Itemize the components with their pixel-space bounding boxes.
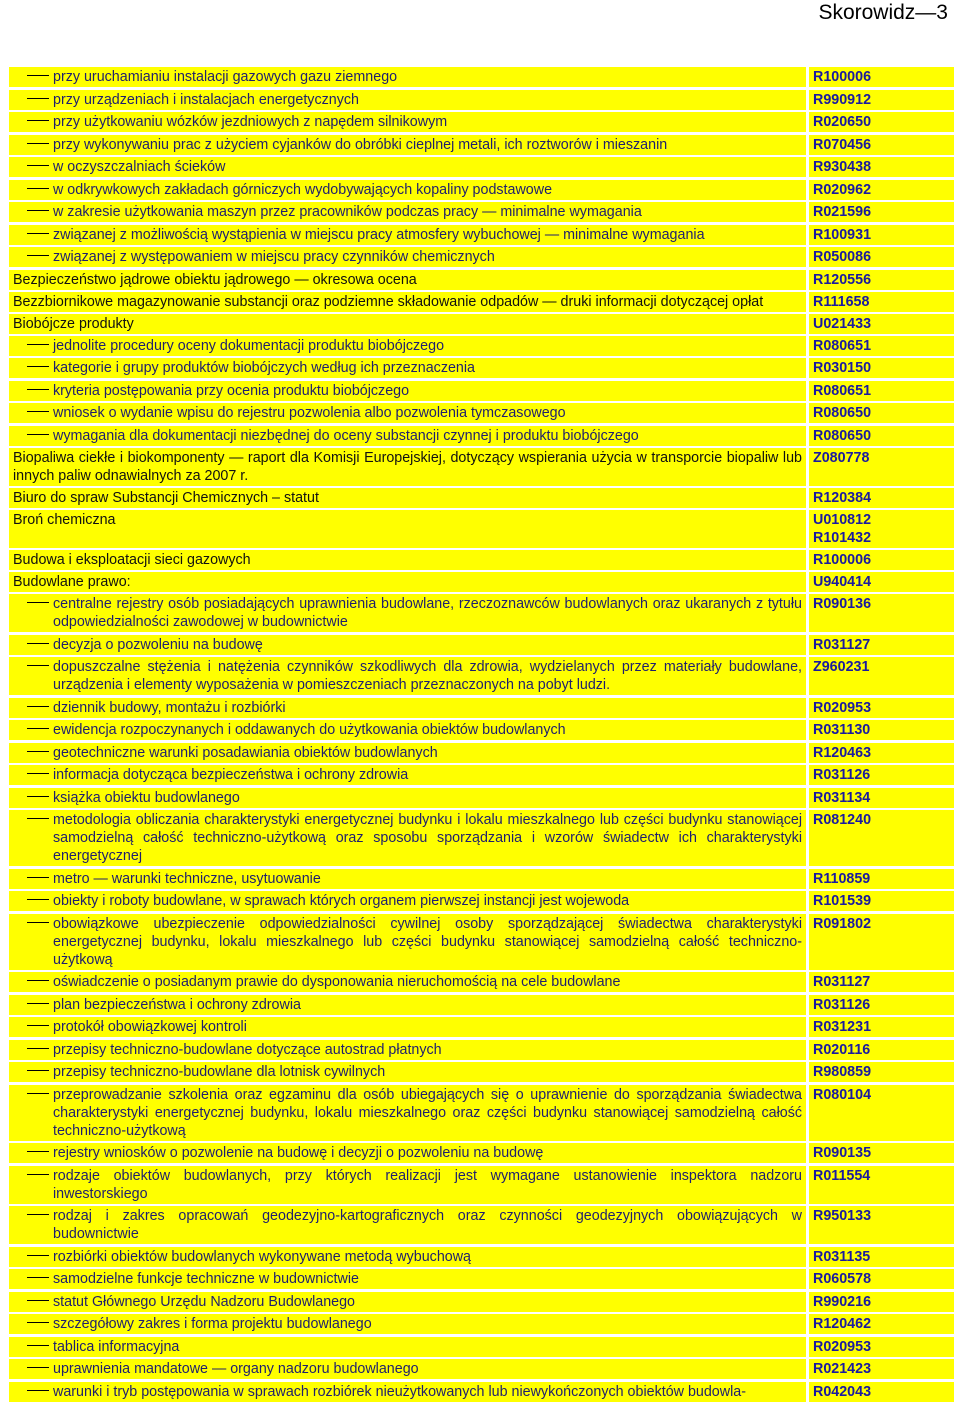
- index-row: [9, 891, 954, 911]
- document-code-cell: [809, 1040, 954, 1060]
- em-dash-marker: [27, 1345, 49, 1346]
- index-subentry: [9, 1382, 806, 1402]
- em-dash-marker: [27, 1277, 49, 1278]
- em-dash-marker: [27, 255, 49, 256]
- index-row: [9, 488, 954, 508]
- document-code-cell: [809, 135, 954, 155]
- em-dash-marker: [27, 143, 49, 144]
- index-subentry: [9, 914, 806, 970]
- document-code[interactable]: R031135: [813, 1248, 871, 1265]
- entry-text: w zakresie użytkowania maszyn przez pracowników podczas pracy — minimalne wymagania: [53, 204, 642, 220]
- index-row: [9, 202, 954, 222]
- index-subentry: [9, 720, 806, 740]
- index-subentry: [9, 157, 806, 177]
- entry-text: metro — warunki techniczne, usytuowanie: [53, 870, 321, 887]
- entry-text: statut Głównego Urzędu Nadzoru Budowlanego: [53, 1293, 356, 1310]
- index-entry: [9, 488, 806, 508]
- index-row: [9, 381, 954, 401]
- entry-text: plan bezpieczeństwa i ochrony zdrowia: [53, 996, 301, 1013]
- index-subentry: [9, 112, 806, 132]
- document-code-cell: [809, 788, 954, 808]
- index-subentry: [9, 788, 806, 808]
- index-subentry: [9, 67, 806, 87]
- document-code-cell: [809, 1017, 954, 1037]
- index-row: [9, 247, 954, 267]
- em-dash-marker: [27, 1048, 49, 1049]
- document-code-cell: [809, 336, 954, 356]
- document-code[interactable]: R031127: [813, 636, 871, 653]
- index-row: [9, 336, 954, 356]
- document-code[interactable]: U010812: [813, 512, 872, 528]
- document-code[interactable]: R111658: [813, 293, 870, 310]
- document-code[interactable]: R031127: [813, 974, 871, 990]
- index-subentry: [9, 135, 806, 155]
- entry-text: przy użytkowaniu wózków jezdniowych z napędem silnikowym: [53, 114, 448, 130]
- index-row: [9, 510, 954, 548]
- document-code[interactable]: R031231: [813, 1019, 872, 1035]
- entry-text: przepisy techniczno-budowlane dotyczące autostrad płatnych: [53, 1041, 442, 1058]
- entry-text: rejestry wniosków o pozwolenie na budowę i decyzji o pozwoleniu na budowę: [53, 1145, 544, 1161]
- index-row: [9, 358, 954, 378]
- em-dash-marker: [27, 233, 49, 234]
- index-row: [9, 635, 954, 655]
- em-dash-marker: [27, 1174, 49, 1175]
- document-code-cell: [809, 180, 954, 200]
- em-dash-marker: [27, 411, 49, 412]
- index-subentry: [9, 698, 806, 718]
- index-subentry: [9, 891, 806, 911]
- entry-text: rodzaje obiektów budowlanych, przy których realizacji jest wymagane ustanowienie inspektora nadzoru inwestorskiego: [53, 1167, 802, 1202]
- document-code[interactable]: R031126: [813, 767, 871, 783]
- document-code[interactable]: R020650: [813, 114, 872, 130]
- index-entry: [9, 448, 806, 486]
- index-subentry: [9, 1040, 806, 1060]
- document-code-cell: [809, 292, 954, 312]
- entry-text: decyzja o pozwoleniu na budowę: [53, 636, 263, 653]
- document-code[interactable]: R021423: [813, 1361, 872, 1377]
- index-row: [9, 1206, 954, 1244]
- document-code-cell: [809, 1206, 954, 1244]
- em-dash-marker: [27, 877, 49, 878]
- document-code[interactable]: R080104: [813, 1086, 872, 1103]
- index-subentry: [9, 1359, 806, 1379]
- entry-text: szczegółowy zakres i forma projektu budowlanego: [53, 1316, 372, 1332]
- document-code-cell: [809, 510, 954, 548]
- index-row: [9, 1017, 954, 1037]
- index-subentry: [9, 635, 806, 655]
- entry-text: rodzaj i zakres opracowań geodezyjno-kartograficznych oraz czynności geodezyjnych obowiązujących w budownictwie: [53, 1208, 802, 1242]
- index-row: [9, 1314, 954, 1334]
- document-code-cell: [809, 1292, 954, 1312]
- index-entry: [9, 550, 806, 570]
- em-dash-marker: [27, 706, 49, 707]
- em-dash-marker: [27, 120, 49, 121]
- index-row: [9, 1040, 954, 1060]
- index-subentry: [9, 657, 806, 695]
- em-dash-marker: [27, 366, 49, 367]
- document-code[interactable]: R120556: [813, 271, 872, 288]
- document-code[interactable]: R990216: [813, 1293, 872, 1310]
- index-subentry: [9, 403, 806, 423]
- index-row: [9, 914, 954, 970]
- document-code[interactable]: R101539: [813, 893, 872, 909]
- entry-text: uprawnienia mandatowe — organy nadzoru budowlanego: [53, 1361, 419, 1377]
- em-dash-marker: [27, 434, 49, 435]
- document-code[interactable]: U021433: [813, 315, 872, 332]
- document-code-cell: [809, 995, 954, 1015]
- index-row: [9, 448, 954, 486]
- document-code-cell: [809, 488, 954, 508]
- document-code-cell: [809, 1382, 954, 1402]
- index-subentry: [9, 202, 806, 222]
- em-dash-marker: [27, 773, 49, 774]
- document-code[interactable]: U940414: [813, 574, 872, 590]
- entry-text: przy urządzeniach i instalacjach energetycznych: [53, 91, 359, 108]
- entry-text: kategorie i grupy produktów biobójczych według ich przeznaczenia: [53, 360, 475, 376]
- index-entry: [9, 572, 806, 592]
- em-dash-marker: [27, 1390, 49, 1391]
- entry-text: samodzielne funkcje techniczne w budownictwie: [53, 1271, 359, 1287]
- entry-text: przepisy techniczno-budowlane dla lotnisk cywilnych: [53, 1064, 386, 1080]
- index-row: [9, 403, 954, 423]
- document-code-cell: [809, 314, 954, 334]
- index-row: [9, 1359, 954, 1379]
- document-code[interactable]: R080650: [813, 405, 872, 421]
- index-row: [9, 157, 954, 177]
- entry-text: Biobójcze produkty: [13, 315, 134, 332]
- entry-text: związanej z możliwością wystąpienia w miejscu pracy atmosfery wybuchowej — minimalne wymagania: [53, 226, 705, 243]
- document-code[interactable]: R100931: [813, 226, 872, 243]
- index-subentry: [9, 426, 806, 446]
- index-subentry: [9, 594, 806, 632]
- em-dash-marker: [27, 728, 49, 729]
- document-code[interactable]: R031134: [813, 789, 871, 806]
- entry-text: warunki i tryb postępowania w sprawach rozbiórek nieużytkowanych lub niewykończonych obiektów budowla-: [53, 1383, 746, 1400]
- entry-text: Budowlane prawo:: [13, 574, 131, 590]
- document-code[interactable]: R031130: [813, 722, 871, 738]
- entry-text: wniosek o wydanie wpisu do rejestru pozwolenia albo pozwolenia tymczasowego: [53, 405, 566, 421]
- document-code[interactable]: R930438: [813, 159, 872, 175]
- document-code-cell: [809, 112, 954, 132]
- em-dash-marker: [27, 1070, 49, 1071]
- index-row: [9, 426, 954, 446]
- index-row: [9, 135, 954, 155]
- index-row: [9, 972, 954, 992]
- document-code-cell: [809, 1143, 954, 1163]
- index-row: [9, 657, 954, 695]
- document-code[interactable]: R101432: [813, 530, 872, 546]
- em-dash-marker: [27, 188, 49, 189]
- document-code-cell: [809, 635, 954, 655]
- document-code-cell: [809, 1337, 954, 1357]
- index-subentry: [9, 1017, 806, 1037]
- em-dash-marker: [27, 1255, 49, 1256]
- document-code-cell: [809, 247, 954, 267]
- index-entry: [9, 270, 806, 290]
- document-code-cell: [809, 765, 954, 785]
- entry-text: obowiązkowe ubezpieczenie odpowiedzialności cywilnej osoby sporządzającej świadectwa charakterystyki energetycznej budynku, lokalu mieszkalnego lub części budynku stanowiącej samodzielną całość techniczno-użytkową: [53, 915, 802, 968]
- document-code-cell: [809, 550, 954, 570]
- document-code-cell: [809, 403, 954, 423]
- index-subentry: [9, 1143, 806, 1163]
- entry-text: przeprowadzanie szkolenia oraz egzaminu dla osób ubiegających się o uprawnienie do sporządzania świadectwa charakterystyki energetycznej budynku, lokalu mieszkalnego oraz części budynku stanowiącej samodzielną całość techniczno-użytkową: [53, 1086, 802, 1139]
- index-subentry: [9, 1247, 806, 1267]
- document-code-cell: [809, 1314, 954, 1334]
- entry-text: kryteria postępowania przy ocenia produktu biobójczego: [53, 382, 410, 399]
- index-entry: [9, 510, 806, 548]
- document-code[interactable]: R090136: [813, 596, 872, 612]
- document-code[interactable]: R021596: [813, 204, 872, 220]
- em-dash-marker: [27, 899, 49, 900]
- em-dash-marker: [27, 796, 49, 797]
- index-row: [9, 720, 954, 740]
- index-subentry: [9, 869, 806, 889]
- document-code[interactable]: R042043: [813, 1383, 872, 1400]
- index-row: [9, 1382, 954, 1402]
- index-subentry: [9, 972, 806, 992]
- index-subentry: [9, 1062, 806, 1082]
- document-code[interactable]: R080651: [813, 382, 872, 399]
- index-subentry: [9, 1166, 806, 1204]
- index-row: [9, 698, 954, 718]
- document-code[interactable]: Z080778: [813, 450, 870, 466]
- index-subentry: [9, 743, 806, 763]
- em-dash-marker: [27, 751, 49, 752]
- em-dash-marker: [27, 165, 49, 166]
- document-code[interactable]: R090135: [813, 1145, 872, 1161]
- index-subentry: [9, 765, 806, 785]
- index-row: [9, 572, 954, 592]
- document-code[interactable]: R020953: [813, 1338, 872, 1355]
- entry-text: w oczyszczalniach ścieków: [53, 159, 226, 175]
- document-code[interactable]: R011554: [813, 1167, 871, 1184]
- document-code-cell: [809, 594, 954, 632]
- document-code-cell: [809, 426, 954, 446]
- document-code[interactable]: R980859: [813, 1064, 872, 1080]
- document-code[interactable]: R081240: [813, 812, 872, 828]
- index-row: [9, 1085, 954, 1141]
- document-code-cell: [809, 810, 954, 866]
- document-code-cell: [809, 698, 954, 718]
- entry-text: protokół obowiązkowej kontroli: [53, 1019, 247, 1035]
- em-dash-marker: [27, 1367, 49, 1368]
- em-dash-marker: [27, 665, 49, 666]
- em-dash-marker: [27, 1093, 49, 1094]
- document-code-cell: [809, 1359, 954, 1379]
- entry-text: tablica informacyjna: [53, 1338, 180, 1355]
- document-code-cell: [809, 1062, 954, 1082]
- document-code[interactable]: R080650: [813, 427, 872, 444]
- em-dash-marker: [27, 344, 49, 345]
- document-code-cell: [809, 891, 954, 911]
- document-code-cell: [809, 381, 954, 401]
- em-dash-marker: [27, 1003, 49, 1004]
- index-row: [9, 765, 954, 785]
- em-dash-marker: [27, 210, 49, 211]
- document-code[interactable]: R091802: [813, 915, 872, 932]
- em-dash-marker: [27, 1322, 49, 1323]
- document-code[interactable]: R070456: [813, 136, 872, 153]
- entry-text: metodologia obliczania charakterystyki energetycznej budynku i lokalu mieszkalnego lub części budynku stanowiącej samodzielną całość techniczno-użytkową oraz sposobu sporządzania i wzorów świadectw ich charakterystyki energetycznej: [53, 812, 802, 864]
- entry-text: informacja dotycząca bezpieczeństwa i ochrony zdrowia: [53, 767, 409, 783]
- document-code[interactable]: R100006: [813, 69, 872, 85]
- index-row: [9, 90, 954, 110]
- entry-text: ewidencja rozpoczynanych i oddawanych do użytkowania obiektów budowlanych: [53, 722, 566, 738]
- em-dash-marker: [27, 1151, 49, 1152]
- index-subentry: [9, 1085, 806, 1141]
- document-code-cell: [809, 972, 954, 992]
- document-code-cell: [809, 448, 954, 486]
- entry-text: Biopaliwa ciekłe i biokomponenty — raport dla Komisji Europejskiej, dotyczący wspierania użycia w transporcie biopaliw lub innych paliw odnawialnych za 2007 r.: [13, 450, 802, 484]
- document-code-cell: [809, 572, 954, 592]
- document-code[interactable]: R120384: [813, 490, 872, 506]
- document-code-cell: [809, 90, 954, 110]
- index-row: [9, 67, 954, 87]
- index-row: [9, 995, 954, 1015]
- document-code-cell: [809, 1166, 954, 1204]
- document-code[interactable]: R120463: [813, 744, 872, 761]
- entry-text: obiekty i roboty budowlane, w sprawach których organem pierwszej instancji jest wojewoda: [53, 893, 630, 909]
- entry-text: dziennik budowy, montażu i rozbiórki: [53, 699, 286, 716]
- document-code-cell: [809, 1247, 954, 1267]
- em-dash-marker: [27, 1300, 49, 1301]
- index-table: [9, 67, 954, 1404]
- index-row: [9, 314, 954, 334]
- em-dash-marker: [27, 922, 49, 923]
- document-code[interactable]: R020953: [813, 699, 872, 716]
- index-subentry: [9, 1269, 806, 1289]
- entry-text: oświadczenie o posiadanym prawie do dysponowania nieruchomością na cele budowlane: [53, 974, 621, 990]
- entry-text: przy uruchamianiu instalacji gazowych gazu ziemnego: [53, 69, 398, 85]
- index-row: [9, 1269, 954, 1289]
- entry-text: dopuszczalne stężenia i natężenia czynników szkodliwych dla zdrowia, wydzielanych przez materiały budowlane, urządzenia i elementy wyposażenia w pomieszczeniach przeznaczonych na pobyt ludzi.: [53, 659, 802, 693]
- document-code[interactable]: R020962: [813, 181, 872, 198]
- document-code[interactable]: R100006: [813, 552, 872, 568]
- document-code-cell: [809, 914, 954, 970]
- entry-text: centralne rejestry osób posiadających uprawnienia budowlane, rzeczoznawców budowlanych oraz ukaranych z tytułu odpowiedzialności zawodowej w budownictwie: [53, 596, 802, 630]
- em-dash-marker: [27, 643, 49, 644]
- entry-text: związanej z występowaniem w miejscu pracy czynników chemicznych: [53, 249, 495, 265]
- entry-text: Budowa i eksploatacji sieci gazowych: [13, 552, 251, 568]
- page-header: [818, 0, 948, 26]
- index-subentry: [9, 381, 806, 401]
- index-row: [9, 112, 954, 132]
- index-row: [9, 225, 954, 245]
- em-dash-marker: [27, 980, 49, 981]
- index-row: [9, 180, 954, 200]
- entry-text: Bezzbiornikowe magazynowanie substancji oraz podziemne składowanie odpadów — druki informacji dotyczącej opłat: [13, 293, 764, 310]
- em-dash-marker: [27, 818, 49, 819]
- document-code-cell: [809, 270, 954, 290]
- em-dash-marker: [27, 389, 49, 390]
- entry-text: Bezpieczeństwo jądrowe obiektu jądrowego — okresowa ocena: [13, 271, 417, 288]
- index-row: [9, 1143, 954, 1163]
- document-code[interactable]: R120462: [813, 1316, 872, 1332]
- em-dash-marker: [27, 1025, 49, 1026]
- em-dash-marker: [27, 1214, 49, 1215]
- document-code-cell: [809, 869, 954, 889]
- index-subentry: [9, 995, 806, 1015]
- entry-text: Biuro do spraw Substancji Chemicznych – statut: [13, 490, 319, 506]
- index-subentry: [9, 1292, 806, 1312]
- document-code[interactable]: R030150: [813, 360, 872, 376]
- document-code-cell: [809, 67, 954, 87]
- document-code-cell: [809, 157, 954, 177]
- index-row: [9, 1292, 954, 1312]
- document-code-cell: [809, 720, 954, 740]
- document-code[interactable]: R990912: [813, 91, 872, 108]
- index-row: [9, 1247, 954, 1267]
- entry-text: książka obiektu budowlanego: [53, 789, 240, 806]
- index-row: [9, 550, 954, 570]
- entry-text: rozbiórki obiektów budowlanych wykonywane metodą wybuchową: [53, 1248, 472, 1265]
- index-row: [9, 810, 954, 866]
- document-code[interactable]: R080651: [813, 337, 872, 354]
- index-subentry: [9, 358, 806, 378]
- index-entry: [9, 314, 806, 334]
- document-code-cell: [809, 657, 954, 695]
- index-entry: [9, 292, 806, 312]
- entry-text: wymagania dla dokumentacji niezbędnej do oceny substancji czynnej i produktu biobójczego: [53, 427, 639, 444]
- index-row: [9, 594, 954, 632]
- index-subentry: [9, 90, 806, 110]
- index-row: [9, 1062, 954, 1082]
- document-code[interactable]: R031126: [813, 996, 871, 1013]
- index-subentry: [9, 1314, 806, 1334]
- index-row: [9, 292, 954, 312]
- index-subentry: [9, 1337, 806, 1357]
- document-code-cell: [809, 1269, 954, 1289]
- document-code-cell: [809, 358, 954, 378]
- index-subentry: [9, 336, 806, 356]
- index-row: [9, 1337, 954, 1357]
- document-code[interactable]: R950133: [813, 1208, 872, 1224]
- document-code[interactable]: R050086: [813, 249, 872, 265]
- index-row: [9, 869, 954, 889]
- entry-text: w odkrywkowych zakładach górniczych wydobywających kopaliny podstawowe: [53, 181, 553, 198]
- document-code[interactable]: R020116: [813, 1041, 871, 1058]
- document-code[interactable]: R060578: [813, 1271, 872, 1287]
- entry-text: jednolite procedury oceny dokumentacji produktu biobójczego: [53, 337, 445, 354]
- document-code-cell: [809, 743, 954, 763]
- index-row: [9, 1166, 954, 1204]
- document-code[interactable]: Z960231: [813, 659, 870, 675]
- index-row: [9, 743, 954, 763]
- document-code-cell: [809, 225, 954, 245]
- index-subentry: [9, 1206, 806, 1244]
- index-row: [9, 270, 954, 290]
- entry-text: geotechniczne warunki posadawiania obiektów budowlanych: [53, 744, 438, 761]
- em-dash-marker: [27, 602, 49, 603]
- em-dash-marker: [27, 98, 49, 99]
- page-title: Skorowidz—3: [818, 1, 948, 24]
- document-code-cell: [809, 202, 954, 222]
- index-subentry: [9, 180, 806, 200]
- index-subentry: [9, 247, 806, 267]
- entry-text: Broń chemiczna: [13, 512, 116, 528]
- em-dash-marker: [27, 75, 49, 76]
- index-subentry: [9, 225, 806, 245]
- document-code[interactable]: R110859: [813, 870, 871, 887]
- index-row: [9, 788, 954, 808]
- index-subentry: [9, 810, 806, 866]
- entry-text: przy wykonywaniu prac z użyciem cyjanków do obróbki cieplnej metali, ich roztworów i mieszanin: [53, 136, 668, 153]
- document-code-cell: [809, 1085, 954, 1141]
